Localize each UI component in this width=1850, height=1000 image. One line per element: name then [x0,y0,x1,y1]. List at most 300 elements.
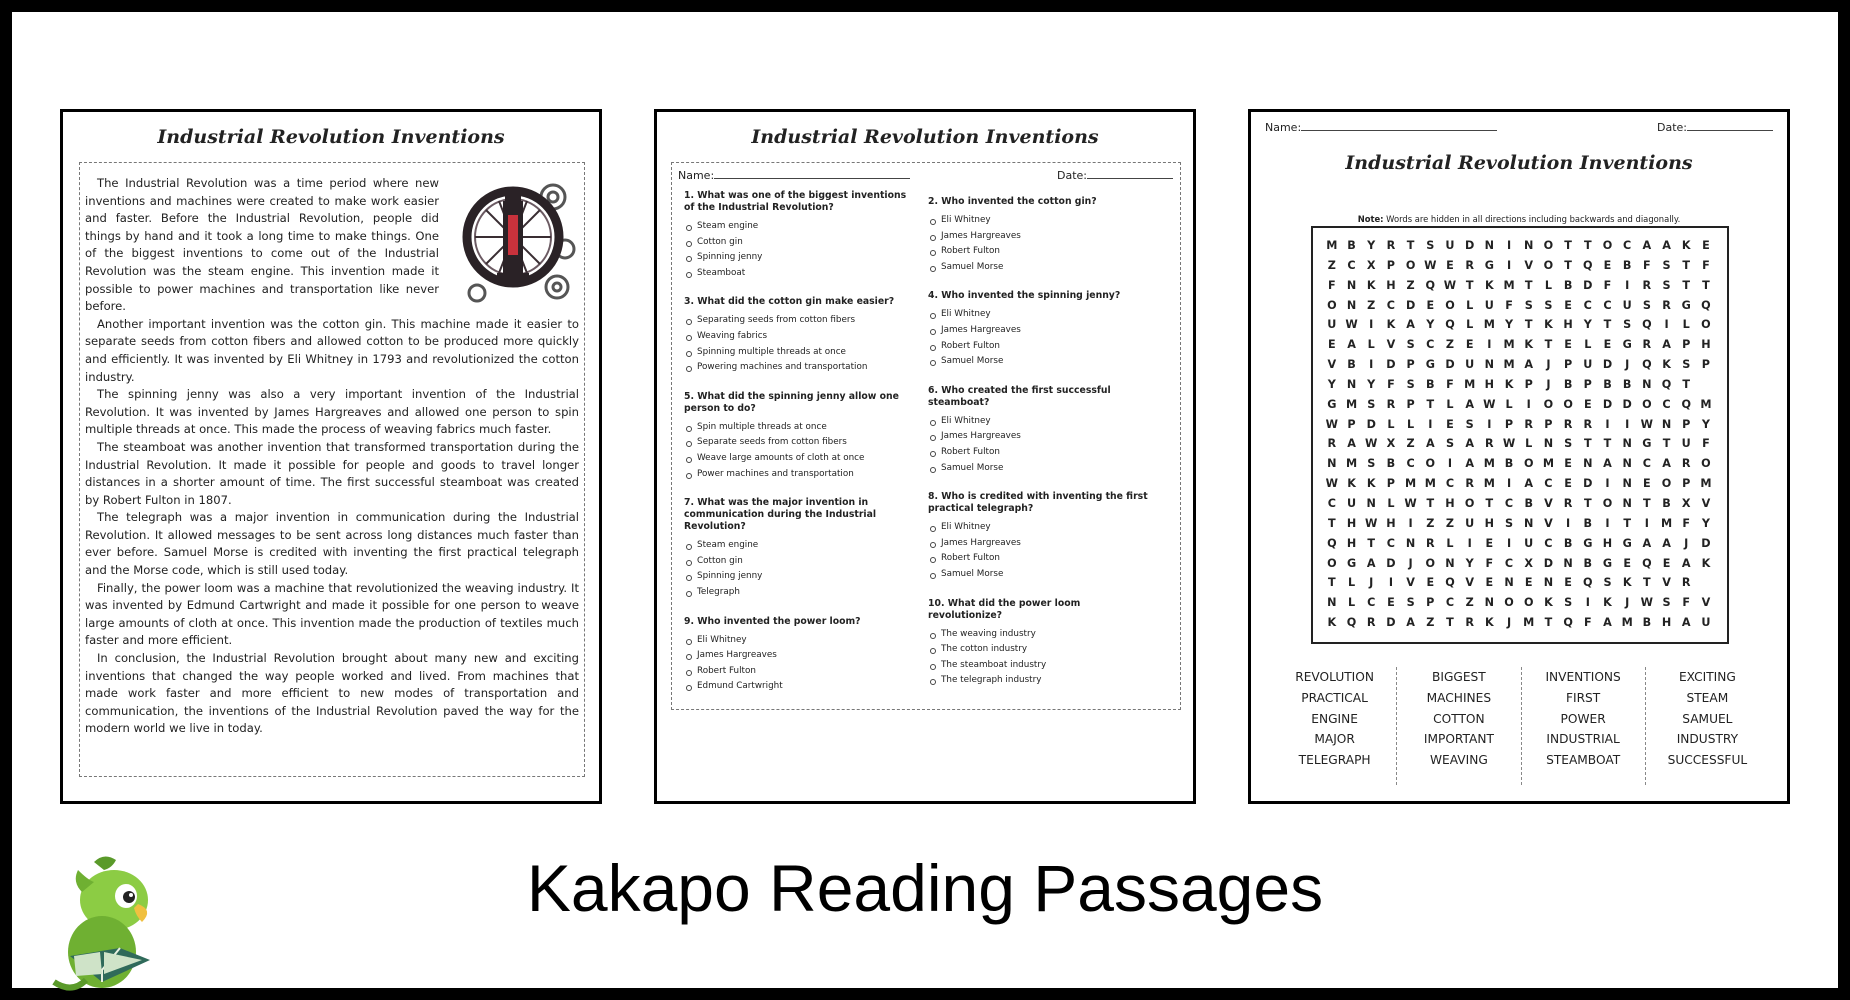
quiz-sheet[interactable] [654,109,1196,804]
grid-letter[interactable]: E [1446,258,1454,272]
grid-letter[interactable]: N [1327,596,1337,610]
grid-letter[interactable]: H [1346,516,1357,530]
grid-letter[interactable]: E [1564,477,1572,491]
answer-option[interactable]: Robert Fulton [928,551,1154,567]
grid-letter[interactable]: X [1386,437,1396,451]
grid-letter[interactable]: E [1564,457,1572,471]
grid-letter[interactable]: C [1445,596,1455,610]
grid-letter[interactable]: T [1564,258,1572,272]
grid-letter[interactable]: J [1408,556,1413,570]
grid-letter[interactable]: C [1504,496,1514,510]
grid-letter[interactable]: D [1386,616,1396,630]
grid-letter[interactable]: N [1524,516,1534,530]
grid-letter[interactable]: A [1524,358,1534,372]
grid-letter[interactable]: S [1623,318,1632,332]
grid-letter[interactable]: K [1366,278,1376,292]
grid-letter[interactable]: O [1602,239,1613,252]
grid-letter[interactable]: G [1583,536,1593,550]
answer-option[interactable]: James Hargreaves [928,323,1154,339]
grid-letter[interactable]: F [1485,556,1494,570]
grid-letter[interactable]: K [1386,318,1396,332]
answer-option[interactable]: Edmund Cartwright [684,679,910,695]
answer-option[interactable]: The cotton industry [928,642,1154,658]
grid-letter[interactable]: B [1563,278,1573,292]
grid-letter[interactable]: P [1386,258,1395,272]
grid-letter[interactable]: B [1622,258,1632,272]
answer-option[interactable]: The weaving industry [928,627,1154,643]
grid-letter[interactable]: J [1546,377,1551,391]
grid-letter[interactable]: A [1662,239,1671,252]
grid-letter[interactable]: S [1564,437,1573,451]
answer-option[interactable]: James Hargreaves [684,648,910,664]
grid-letter[interactable]: A [1603,457,1612,471]
grid-letter[interactable]: Z [1327,258,1336,272]
grid-letter[interactable]: C [1642,457,1651,471]
grid-letter[interactable]: S [1367,397,1376,411]
grid-letter[interactable]: N [1346,298,1357,312]
grid-letter[interactable]: X [1681,496,1691,510]
grid-letter[interactable]: V [1524,258,1534,272]
grid-letter[interactable]: O [1445,298,1455,312]
grid-letter[interactable]: L [1584,338,1592,352]
answer-option[interactable]: Eli Whitney [928,520,1154,536]
grid-letter[interactable]: T [1643,576,1651,590]
grid-letter[interactable]: G [1327,397,1337,411]
grid-letter[interactable]: S [1544,298,1553,312]
grid-letter[interactable]: A [1642,536,1652,550]
grid-letter[interactable]: L [1367,338,1375,352]
grid-letter[interactable]: N [1504,576,1514,590]
grid-letter[interactable]: A [1425,437,1435,451]
grid-letter[interactable]: E [1328,338,1336,352]
grid-letter[interactable]: H [1386,278,1396,292]
grid-letter[interactable]: Z [1445,516,1455,530]
grid-letter[interactable]: U [1465,516,1475,530]
grid-letter[interactable]: B [1622,377,1632,391]
grid-letter[interactable]: K [1524,338,1534,352]
grid-letter[interactable]: I [1506,536,1512,550]
grid-letter[interactable]: I [1487,338,1492,352]
grid-letter[interactable]: A [1681,616,1691,630]
grid-letter[interactable]: K [1622,576,1632,590]
grid-letter[interactable]: C [1386,298,1396,312]
grid-letter[interactable]: I [1506,239,1512,252]
grid-letter[interactable]: M [1523,616,1535,630]
grid-letter[interactable]: T [1426,397,1435,411]
grid-letter[interactable]: K [1701,556,1711,570]
grid-letter[interactable]: N [1583,457,1593,471]
grid-letter[interactable]: S [1426,239,1435,252]
grid-letter[interactable]: A [1366,556,1376,570]
grid-letter[interactable]: R [1681,457,1691,471]
grid-letter[interactable]: W [1640,417,1654,431]
answer-option[interactable]: Robert Fulton [928,244,1154,260]
grid-letter[interactable]: L [1466,318,1474,332]
grid-letter[interactable]: Y [1504,318,1514,332]
grid-letter[interactable]: M [1660,516,1673,530]
grid-letter[interactable]: E [1583,397,1592,411]
grid-letter[interactable]: M [1464,377,1476,391]
grid-letter[interactable]: P [1386,477,1395,491]
grid-letter[interactable]: T [1524,278,1533,292]
grid-letter[interactable]: W [1325,417,1339,431]
grid-letter[interactable]: X [1524,556,1534,570]
grid-letter[interactable]: B [1603,377,1612,391]
grid-letter[interactable]: V [1544,516,1553,530]
grid-letter[interactable]: W [1325,477,1339,491]
answer-option[interactable]: James Hargreaves [928,536,1154,552]
grid-letter[interactable]: N [1563,556,1573,570]
grid-letter[interactable]: H [1445,496,1455,510]
grid-letter[interactable]: M [1483,318,1495,332]
grid-letter[interactable]: T [1564,239,1572,252]
grid-letter[interactable]: T [1603,318,1612,332]
grid-letter[interactable]: M [1542,457,1554,471]
grid-letter[interactable]: Z [1426,616,1435,630]
grid-letter[interactable]: D [1583,477,1593,491]
grid-letter[interactable]: S [1505,516,1514,530]
grid-letter[interactable]: D [1366,417,1376,431]
grid-letter[interactable]: U [1465,358,1475,372]
grid-letter[interactable]: S [1367,457,1376,471]
grid-letter[interactable]: D [1405,298,1416,312]
grid-letter[interactable]: H [1661,616,1672,630]
grid-letter[interactable]: P [1524,377,1533,391]
grid-letter[interactable]: P [1504,417,1514,431]
grid-letter[interactable]: H [1484,377,1495,391]
grid-letter[interactable]: C [1583,298,1592,312]
grid-letter[interactable]: K [1504,377,1514,391]
grid-letter[interactable]: I [1506,477,1512,491]
grid-letter[interactable]: U [1701,616,1711,630]
grid-letter[interactable]: L [1407,417,1415,431]
grid-letter[interactable]: K [1485,278,1494,292]
grid-letter[interactable]: A [1524,477,1534,491]
grid-letter[interactable]: K [1347,477,1356,491]
grid-letter[interactable]: O [1327,298,1337,312]
grid-letter[interactable]: B [1583,516,1593,530]
grid-letter[interactable]: L [1682,318,1690,332]
grid-letter[interactable]: G [1642,437,1652,451]
grid-letter[interactable]: P [1563,358,1573,372]
grid-letter[interactable]: S [1642,298,1651,312]
grid-letter[interactable]: M [1483,477,1495,491]
grid-letter[interactable]: F [1702,258,1710,272]
answer-option[interactable]: Steamboat [684,266,910,282]
grid-letter[interactable]: U [1445,239,1455,252]
grid-letter[interactable]: T [1328,516,1336,530]
grid-letter[interactable]: W [1443,278,1457,292]
grid-letter[interactable]: T [1583,239,1592,252]
grid-letter[interactable]: C [1445,477,1455,491]
grid-letter[interactable]: Q [1642,358,1652,372]
grid-letter[interactable]: Q [1563,616,1573,630]
answer-option[interactable]: Weaving fabrics [684,329,910,345]
grid-letter[interactable]: A [1465,397,1474,411]
grid-letter[interactable]: J [1625,596,1630,610]
grid-letter[interactable]: T [1682,377,1691,391]
grid-letter[interactable]: O [1543,397,1554,411]
grid-letter[interactable]: I [1526,397,1531,411]
grid-letter[interactable]: O [1523,596,1534,610]
grid-letter[interactable]: K [1485,616,1494,630]
grid-letter[interactable]: I [1369,318,1374,332]
grid-letter[interactable] [1696,573,1716,593]
answer-option[interactable]: Cotton gin [684,554,910,570]
grid-letter[interactable]: N [1642,377,1652,391]
grid-letter[interactable]: T [1328,576,1336,590]
grid-letter[interactable]: P [1544,417,1553,431]
grid-letter[interactable]: M [1503,358,1515,372]
grid-letter[interactable]: J [1684,536,1689,550]
answer-option[interactable]: Samuel Morse [928,260,1154,276]
grid-letter[interactable]: T [1367,536,1376,550]
grid-letter[interactable]: I [1664,318,1669,332]
grid-letter[interactable]: R [1366,616,1376,630]
answer-option[interactable]: Spin multiple threads at once [684,420,910,436]
grid-letter[interactable]: K [1366,477,1376,491]
answer-option[interactable]: Eli Whitney [928,213,1154,229]
grid-letter[interactable]: P [1406,358,1415,372]
grid-letter[interactable]: W [1345,318,1358,332]
grid-letter[interactable]: C [1504,556,1514,570]
grid-letter[interactable]: P [1701,358,1710,372]
grid-letter[interactable]: B [1563,536,1573,550]
grid-letter[interactable]: L [1347,596,1356,610]
grid-letter[interactable]: G [1425,358,1435,372]
grid-letter[interactable]: E [1426,576,1435,590]
answer-option[interactable]: Robert Fulton [684,664,910,680]
answer-option[interactable]: Robert Fulton [928,339,1154,355]
grid-letter[interactable]: R [1583,417,1593,431]
grid-letter[interactable]: P [1682,338,1691,352]
grid-letter[interactable]: F [1643,258,1651,272]
grid-letter[interactable]: E [1485,536,1494,550]
grid-letter[interactable]: S [1564,596,1573,610]
grid-letter[interactable]: V [1386,338,1396,352]
grid-letter[interactable]: Y [1583,318,1592,332]
answer-option[interactable]: The steamboat industry [928,658,1154,674]
grid-letter[interactable]: T [1485,496,1494,510]
grid-letter[interactable]: N [1484,358,1495,372]
grid-letter[interactable]: D [1386,358,1396,372]
grid-letter[interactable]: L [1347,576,1356,590]
grid-letter[interactable]: I [1605,477,1610,491]
grid-letter[interactable]: I [1487,417,1492,431]
grid-letter[interactable]: U [1681,437,1691,451]
grid-letter[interactable]: A [1681,556,1691,570]
grid-letter[interactable]: B [1662,496,1671,510]
grid-letter[interactable]: C [1623,239,1632,252]
grid-letter[interactable]: P [1682,417,1691,431]
grid-letter[interactable]: R [1425,536,1435,550]
grid-letter[interactable]: E [1623,556,1631,570]
grid-letter[interactable]: H [1346,536,1357,550]
grid-letter[interactable]: Q [1445,318,1455,332]
grid-letter[interactable]: T [1682,258,1691,272]
grid-letter[interactable]: E [1465,338,1474,352]
grid-letter[interactable]: O [1405,258,1416,272]
grid-letter[interactable]: N [1405,536,1416,550]
grid-letter[interactable]: M [1326,239,1338,252]
grid-letter[interactable]: A [1603,616,1612,630]
grid-letter[interactable]: U [1524,536,1534,550]
grid-letter[interactable]: L [1387,496,1395,510]
grid-letter[interactable]: S [1406,338,1415,352]
grid-letter[interactable]: Y [1426,318,1435,332]
grid-letter[interactable]: M [1345,457,1358,471]
answer-option[interactable]: Eli Whitney [684,633,910,649]
grid-letter[interactable]: U [1583,358,1593,372]
grid-letter[interactable]: O [1327,556,1337,570]
answer-option[interactable]: Samuel Morse [928,354,1154,370]
grid-letter[interactable]: N [1484,239,1495,252]
grid-letter[interactable]: R [1386,239,1396,252]
grid-letter[interactable]: E [1387,596,1395,610]
answer-option[interactable]: Spinning jenny [684,569,910,585]
grid-letter[interactable]: R [1465,616,1474,630]
grid-letter[interactable]: K [1603,596,1612,610]
grid-letter[interactable]: G [1681,298,1691,312]
grid-letter[interactable]: I [1428,417,1433,431]
grid-letter[interactable]: D [1622,397,1632,411]
grid-letter[interactable]: T [1465,278,1474,292]
grid-letter[interactable]: M [1700,477,1712,491]
grid-letter[interactable]: S [1662,596,1671,610]
grid-letter[interactable]: G [1346,556,1357,570]
grid-letter[interactable]: T [1524,318,1533,332]
grid-letter[interactable]: T [1623,516,1631,530]
grid-letter[interactable]: V [1662,576,1671,590]
grid-letter[interactable]: W [1483,397,1496,411]
grid-letter[interactable]: D [1465,239,1475,252]
grid-letter[interactable]: Q [1327,536,1337,550]
grid-letter[interactable]: I [1566,516,1571,530]
grid-letter[interactable]: V [1327,358,1337,372]
grid-letter[interactable]: F [1603,278,1612,292]
grid-letter[interactable]: J [1546,358,1551,372]
grid-letter[interactable]: G [1602,556,1613,570]
grid-letter[interactable]: I [1447,457,1453,471]
grid-letter[interactable]: W [1404,496,1417,510]
grid-letter[interactable]: V [1465,576,1474,590]
grid-letter[interactable]: F [1702,437,1710,451]
grid-letter[interactable]: Q [1583,258,1593,272]
grid-letter[interactable]: P [1426,596,1435,610]
grid-letter[interactable]: Q [1445,576,1455,590]
answer-option[interactable]: Spinning multiple threads at once [684,345,910,361]
grid-letter[interactable]: T [1544,338,1553,352]
grid-letter[interactable]: E [1702,239,1710,252]
grid-letter[interactable]: O [1425,457,1436,471]
grid-letter[interactable]: Q [1701,298,1711,312]
grid-letter[interactable]: B [1524,496,1533,510]
grid-letter[interactable]: Z [1426,516,1435,530]
grid-letter[interactable]: N [1445,556,1455,570]
grid-letter[interactable]: E [1643,477,1651,491]
grid-letter[interactable]: O [1701,318,1711,332]
grid-letter[interactable]: N [1622,437,1632,451]
grid-letter[interactable]: C [1662,397,1671,411]
grid-letter[interactable]: J [1369,576,1374,590]
grid-letter[interactable]: N [1661,417,1672,431]
grid-letter[interactable]: C [1347,258,1356,272]
grid-letter[interactable]: O [1523,457,1534,471]
grid-letter[interactable]: D [1543,556,1554,570]
grid-letter[interactable]: U [1484,298,1494,312]
grid-letter[interactable]: O [1504,596,1514,610]
grid-letter[interactable]: P [1583,377,1592,391]
grid-letter[interactable]: O [1543,258,1554,272]
grid-letter[interactable]: Z [1406,437,1415,451]
grid-letter[interactable]: M [1503,278,1515,292]
grid-letter[interactable]: C [1603,298,1612,312]
grid-letter[interactable]: G [1622,536,1632,550]
grid-letter[interactable]: F [1387,377,1395,391]
grid-letter[interactable]: D [1583,278,1593,292]
grid-letter[interactable]: E [1564,338,1572,352]
grid-letter[interactable]: O [1425,556,1436,570]
answer-option[interactable]: Robert Fulton [928,445,1154,461]
grid-letter[interactable]: W [1424,258,1437,272]
grid-letter[interactable]: L [1505,397,1513,411]
grid-letter[interactable]: Y [1701,516,1710,530]
grid-letter[interactable]: I [1625,278,1630,292]
grid-letter[interactable]: O [1642,397,1652,411]
grid-letter[interactable]: F [1446,377,1454,391]
reading-passage-sheet[interactable] [60,109,602,804]
grid-letter[interactable]: I [1506,258,1512,272]
grid-letter[interactable]: H [1563,318,1573,332]
answer-option[interactable]: Eli Whitney [928,307,1154,323]
answer-option[interactable]: The telegraph industry [928,673,1154,689]
grid-letter[interactable]: H [1602,536,1613,550]
grid-letter[interactable]: O [1661,477,1672,491]
grid-letter[interactable]: C [1426,338,1435,352]
grid-letter[interactable]: M [1700,397,1712,411]
grid-letter[interactable]: N [1346,278,1357,292]
grid-letter[interactable]: O [1701,457,1711,471]
answer-option[interactable]: Samuel Morse [928,567,1154,583]
grid-letter[interactable]: K [1544,596,1553,610]
grid-letter[interactable]: F [1328,278,1336,292]
grid-letter[interactable]: N [1327,457,1337,471]
grid-letter[interactable]: Q [1425,278,1436,292]
grid-letter[interactable]: Y [1367,377,1376,391]
grid-letter[interactable]: I [1625,417,1630,431]
answer-option[interactable]: Weave large amounts of cloth at once [684,451,910,467]
grid-letter[interactable]: L [1525,437,1533,451]
grid-letter[interactable]: E [1524,576,1533,590]
grid-letter[interactable]: M [1405,477,1417,491]
grid-letter[interactable]: C [1367,596,1376,610]
answer-option[interactable]: Samuel Morse [928,461,1154,477]
grid-letter[interactable]: T [1406,239,1415,252]
grid-letter[interactable]: I [1408,516,1413,530]
grid-letter[interactable]: X [1366,258,1376,272]
answer-option[interactable]: Separate seeds from cotton fibers [684,435,910,451]
grid-letter[interactable]: A [1642,239,1652,252]
answer-option[interactable]: Powering machines and transportation [684,360,910,376]
grid-letter[interactable]: H [1701,338,1711,352]
grid-letter[interactable]: V [1544,496,1553,510]
grid-letter[interactable]: B [1583,556,1593,570]
grid-letter[interactable]: P [1347,417,1356,431]
grid-letter[interactable]: U [1622,298,1632,312]
grid-letter[interactable]: B [1347,239,1356,252]
grid-letter[interactable]: T [1583,437,1592,451]
grid-letter[interactable]: D [1445,358,1455,372]
